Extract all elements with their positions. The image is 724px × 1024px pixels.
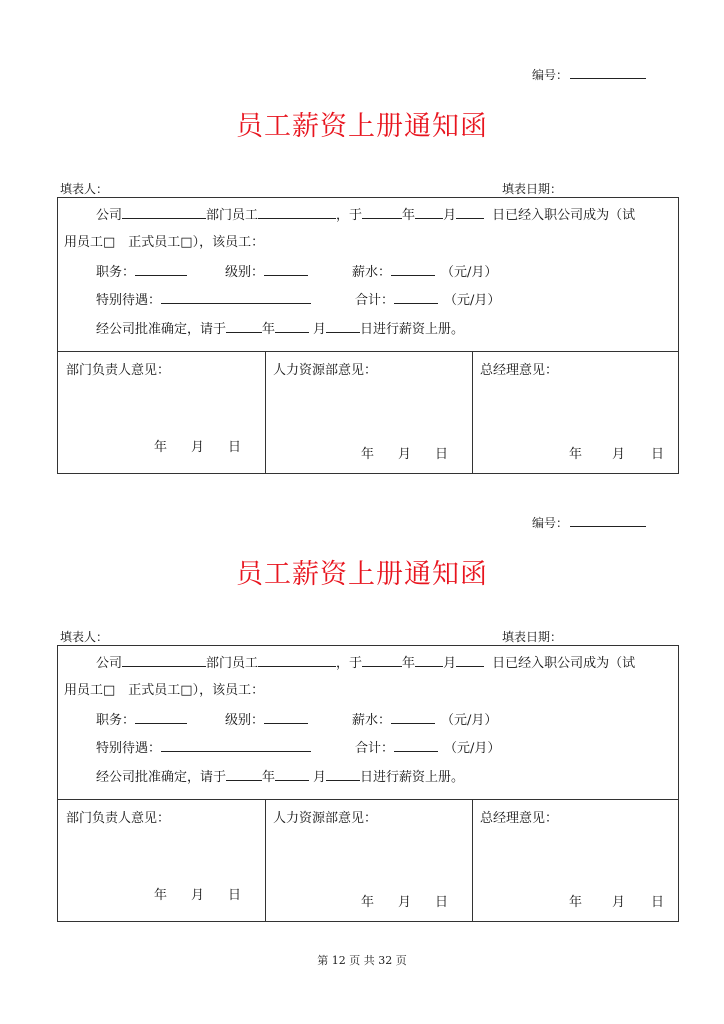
serial-label: 编号： [532,516,569,530]
join-month-blank[interactable] [415,206,443,219]
column-divider [265,799,266,921]
total-unit: （元/月） [444,293,501,308]
month-label: 月 [313,322,327,337]
hr-opinion-label: 人力资源部意见： [273,363,378,378]
level-blank[interactable] [264,263,308,276]
employee-info-line-2: 用员工□ 正式员工□），该员工： [64,683,265,698]
notice-form-2 [0,448,724,910]
day-label: 日 [228,888,242,903]
year-label: 年 [361,895,375,910]
join-day-blank[interactable] [456,654,484,667]
total-label: 合计： [355,741,395,756]
company-blank[interactable] [122,206,206,219]
position-blank[interactable] [135,711,187,724]
section-divider [58,351,678,352]
month-label: 月 [612,895,626,910]
fill-date-label: 填表日期： [502,182,563,196]
employee-info-line-3 [96,711,497,729]
month-label: 月 [191,440,205,455]
form-title: 员工薪资上册通知函 [236,559,488,590]
month-label: 月 [398,895,412,910]
dept-staff-label: 部门员工 [206,656,259,671]
year-label: 年 [262,322,276,337]
hr-opinion-label: 人力资源部意见： [273,811,378,826]
register-month-blank[interactable] [275,768,309,781]
filler-label: 填表人： [60,182,109,196]
employee-name-blank[interactable] [258,206,336,219]
level-blank[interactable] [264,711,308,724]
filler-label: 填表人： [60,630,109,644]
form-box [57,645,679,922]
total-blank[interactable] [394,291,438,304]
gm-opinion-label: 总经理意见： [480,811,559,826]
company-label: 公司 [96,656,123,671]
salary-blank[interactable] [391,263,435,276]
day-label: 日 [435,895,449,910]
employee-name-blank[interactable] [258,654,336,667]
fill-date-label: 填表日期： [502,630,563,644]
salary-unit: （元/月） [441,713,498,728]
gm-opinion-date [569,891,664,910]
serial-input-line[interactable] [570,515,646,527]
salary-label: 薪水： [352,265,392,280]
register-tail-text: 日进行薪资上册。 [360,322,465,337]
level-label: 级别： [225,713,265,728]
join-year-blank[interactable] [362,206,402,219]
month-label: 月 [398,447,412,462]
section-divider [58,799,678,800]
dept-staff-label: 部门员工 [206,208,259,223]
year-label: 年 [402,208,416,223]
form-title: 员工薪资上册通知函 [236,111,488,142]
month-label: 月 [443,656,457,671]
day-label: 日 [651,895,665,910]
day-label: 日 [228,440,242,455]
serial-number-field [532,514,646,531]
approve-text: 经公司批准确定，请于 [96,770,227,785]
special-benefits-blank[interactable] [161,739,311,752]
dept-head-opinion-date [154,884,241,903]
month-label: 月 [313,770,327,785]
salary-label: 薪水： [352,713,392,728]
form-box [57,197,679,474]
year-label: 年 [262,770,276,785]
join-text: 日已经入职公司成为（试 [492,656,636,671]
join-text: 日已经入职公司成为（试 [492,208,636,223]
day-label: 日 [435,447,449,462]
year-label: 年 [361,447,375,462]
column-divider [472,799,473,921]
register-day-blank[interactable] [326,320,360,333]
dept-head-opinion-label: 部门负责人意见： [66,811,171,826]
special-benefits-blank[interactable] [161,291,311,304]
salary-blank[interactable] [391,711,435,724]
employee-info-line-5 [96,320,464,338]
join-year-blank[interactable] [362,654,402,667]
special-benefits-label: 特别待遇： [96,741,162,756]
year-label: 年 [569,447,583,462]
company-label: 公司 [96,208,123,223]
year-label: 年 [569,895,583,910]
join-month-blank[interactable] [415,654,443,667]
approve-text: 经公司批准确定，请于 [96,322,227,337]
at-label: ，于 [336,208,363,223]
year-label: 年 [154,888,168,903]
hr-opinion-date [361,891,448,910]
position-label: 职务： [96,713,136,728]
register-year-blank[interactable] [226,768,262,781]
serial-input-line[interactable] [570,67,646,79]
notice-form-1 [0,0,724,462]
total-label: 合计： [355,293,395,308]
position-label: 职务： [96,265,136,280]
year-label: 年 [154,440,168,455]
salary-unit: （元/月） [441,265,498,280]
employee-info-line-3 [96,263,497,281]
position-blank[interactable] [135,263,187,276]
month-label: 月 [443,208,457,223]
register-day-blank[interactable] [326,768,360,781]
employee-info-line-4 [96,291,500,309]
month-label: 月 [612,447,626,462]
serial-number-field [532,66,646,83]
page-number-footer: 第 12 页 共 32 页 [317,954,407,967]
dept-head-opinion-label: 部门负责人意见： [66,363,171,378]
employee-info-line-5 [96,768,464,786]
employee-info-line-1 [96,654,635,672]
employee-info-line-2: 用员工□ 正式员工□），该员工： [64,235,265,250]
total-unit: （元/月） [444,741,501,756]
year-label: 年 [402,656,416,671]
total-blank[interactable] [394,739,438,752]
employee-info-line-4 [96,739,500,757]
day-label: 日 [651,447,665,462]
company-blank[interactable] [122,654,206,667]
register-month-blank[interactable] [275,320,309,333]
month-label: 月 [191,888,205,903]
serial-label: 编号： [532,68,569,82]
register-tail-text: 日进行薪资上册。 [360,770,465,785]
employee-info-line-1 [96,206,635,224]
join-day-blank[interactable] [456,206,484,219]
at-label: ，于 [336,656,363,671]
gm-opinion-label: 总经理意见： [480,363,559,378]
special-benefits-label: 特别待遇： [96,293,162,308]
level-label: 级别： [225,265,265,280]
register-year-blank[interactable] [226,320,262,333]
